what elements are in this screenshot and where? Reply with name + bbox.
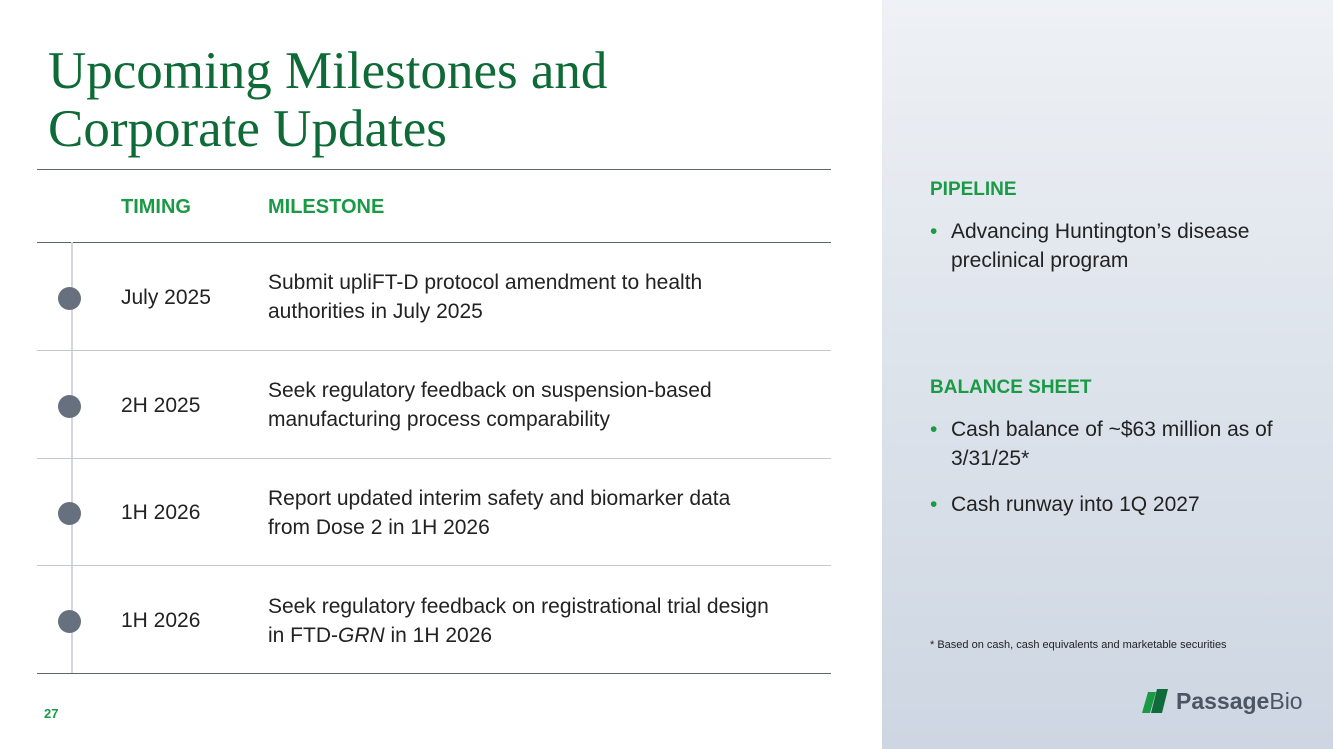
- balance-bullet-1: [930, 415, 1285, 473]
- logo-wordmark: [1176, 688, 1303, 715]
- timeline-dot-1: [58, 287, 81, 310]
- pipeline-bullet-1: [930, 217, 1300, 275]
- table-top-rule: [37, 169, 831, 170]
- milestone-cell-3: [268, 484, 828, 542]
- milestone-4-line-2-italic: GRN: [338, 624, 385, 647]
- timing-cell-4: 1H 2026: [121, 609, 201, 632]
- timing-cell-1: July 2025: [121, 286, 211, 309]
- header-bottom-rule: [37, 242, 831, 243]
- passage-bio-logo: [1140, 686, 1303, 716]
- milestone-cell-1: [268, 268, 828, 326]
- milestone-cell-4: [268, 592, 828, 650]
- milestone-cell-2: [268, 376, 828, 434]
- title-line-1: Upcoming Milestones and: [48, 42, 608, 100]
- timing-cell-2: 2H 2025: [121, 394, 201, 417]
- milestone-4-line-2-pre: in FTD-: [268, 624, 338, 647]
- milestone-4-line-2-post: in 1H 2026: [384, 624, 493, 647]
- timeline-dot-2: [58, 395, 81, 418]
- bullet-marker: •: [930, 220, 938, 243]
- bullet-marker: •: [930, 418, 938, 441]
- page-title: [48, 42, 848, 158]
- milestone-3-line-1: Report updated interim safety and biomarker data: [268, 487, 731, 510]
- balance-bullet-2-text: Cash runway into 1Q 2027: [951, 493, 1200, 516]
- timing-column-header: TIMING: [121, 196, 191, 218]
- milestone-2-line-2: manufacturing process comparability: [268, 408, 610, 431]
- footnote: * Based on cash, cash equivalents and marketable securities: [930, 639, 1227, 651]
- sidebar-panel: [882, 0, 1333, 749]
- milestone-column-header: MILESTONE: [268, 196, 385, 218]
- table-bottom-rule: [37, 673, 831, 674]
- logo-word-passage: Passage: [1176, 687, 1270, 714]
- logo-word-bio: Bio: [1269, 687, 1303, 714]
- passage-bio-logo-icon: [1140, 687, 1170, 715]
- balance-bullet-2: [930, 490, 1300, 519]
- row-divider-2: [37, 458, 831, 459]
- balance-bullet-1-text: Cash balance of ~$63 million as of 3/31/25*: [951, 418, 1273, 470]
- timeline-dot-3: [58, 502, 81, 525]
- title-line-2: Corporate Updates: [48, 100, 447, 158]
- pipeline-heading: PIPELINE: [930, 179, 1017, 200]
- milestone-4-line-1: Seek regulatory feedback on registrational trial design: [268, 595, 769, 618]
- timeline-dot-4: [58, 610, 81, 633]
- balance-sheet-heading: BALANCE SHEET: [930, 377, 1092, 398]
- timing-cell-3: 1H 2026: [121, 501, 201, 524]
- bullet-marker: •: [930, 493, 938, 516]
- milestone-2-line-1: Seek regulatory feedback on suspension-based: [268, 379, 712, 402]
- milestone-3-line-2: from Dose 2 in 1H 2026: [268, 516, 490, 539]
- row-divider-3: [37, 565, 831, 566]
- pipeline-bullet-text: Advancing Huntington’s disease preclinical program: [951, 220, 1250, 272]
- milestone-1-line-2: authorities in July 2025: [268, 300, 483, 323]
- milestone-1-line-1: Submit upliFT-D protocol amendment to health: [268, 271, 703, 294]
- page-number: 27: [44, 706, 59, 721]
- row-divider-1: [37, 350, 831, 351]
